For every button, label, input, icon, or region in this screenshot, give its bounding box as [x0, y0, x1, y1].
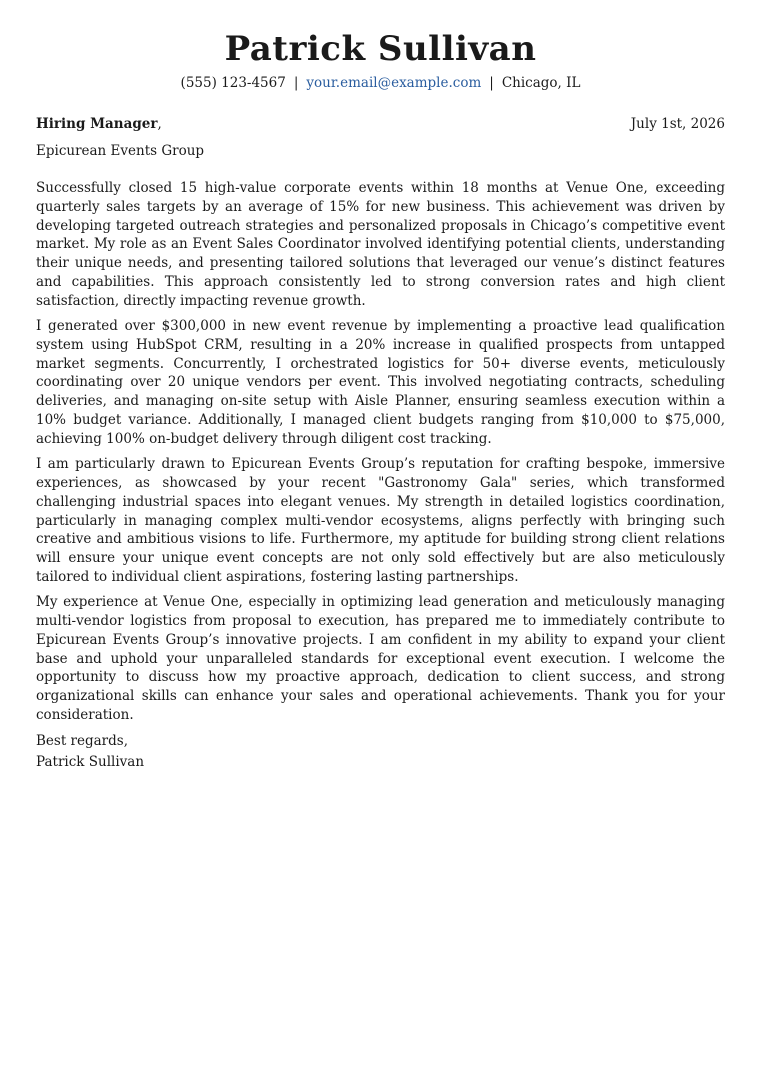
body-paragraph: I am particularly drawn to Epicurean Events Group’s reputation for crafting bespoke, immersive experiences, as showcased by your recent "Gastronomy Gala" series, which transformed challenging industrial spaces into elegant venues. My strength in detailed logistics coordination, particularly in managing complex multi-vendor ecosystems, aligns perfectly with bringing such creative and ambitious visions to life. Furthermore, my aptitude for building strong client relations will ensure your unique event concepts are not only sold effectively but are also meticulously tailored to individual client aspirations, fostering lasting partnerships.	[36, 456, 725, 585]
email-link[interactable]: your.email@example.com	[306, 75, 482, 91]
recipient-name: Hiring Manager	[36, 116, 158, 132]
body-paragraph: Successfully closed 15 high-value corporate events within 18 months at Venue One, exceeding quarterly sales targets by an average of 15% for new business. This achievement was driven by developing targeted outreach strategies and personalized proposals in Chicago’s competitive event market. My role as an Event Sales Coordinator involved identifying potential clients, understanding their unique needs, and presenting tailored solutions that leveraged our venue’s distinct features and capabilities. This approach consistently led to strong conversion rates and high client satisfaction, directly impacting revenue growth.	[36, 180, 725, 309]
body-paragraph: My experience at Venue One, especially in optimizing lead generation and meticulously managing multi-vendor logistics from proposal to execution, has prepared me to immediately contribute to Epicurean Events Group’s innovative projects. I am confident in my ability to expand your client base and uphold your unparalleled standards for exceptional event execution. I welcome the opportunity to discuss how my proactive approach, dedication to client success, and strong organizational skills can enhance your sales and operational achievements. Thank you for your consideration.	[36, 594, 725, 724]
cover-letter-page	[36, 28, 725, 773]
salutation-row	[36, 114, 725, 134]
applicant-name: Patrick Sullivan	[224, 29, 537, 69]
recipient-suffix: ,	[157, 116, 162, 132]
company-name: Epicurean Events Group	[36, 143, 205, 159]
body-paragraph: I generated over $300,000 in new event revenue by implementing a proactive lead qualification system using HubSpot CRM, resulting in a 20% increase in qualified prospects from untapped market segments. Concurrently, I orchestrated logistics for 50+ diverse events, meticulously coordinating over 20 unique vendors per event. This involved negotiating contracts, scheduling deliveries, and managing on-site setup with Aisle Planner, ensuring seamless execution within a 10% budget variance. Additionally, I managed client budgets ranging from $10,000 to $75,000, achieving 100% on-budget delivery through diligent cost tracking.	[36, 318, 725, 447]
closing-phrase: Best regards,	[36, 733, 129, 750]
letter-date: July 1st, 2026	[630, 116, 725, 132]
location: Chicago, IL	[501, 75, 581, 91]
contact-line	[36, 73, 725, 93]
signature-name: Patrick Sullivan	[36, 754, 145, 771]
letter-body	[36, 179, 725, 725]
separator: |	[489, 75, 494, 91]
separator: |	[293, 75, 299, 91]
recipient	[36, 114, 162, 134]
closing-block	[36, 731, 725, 773]
phone-number: (555) 123-4567	[180, 75, 286, 91]
